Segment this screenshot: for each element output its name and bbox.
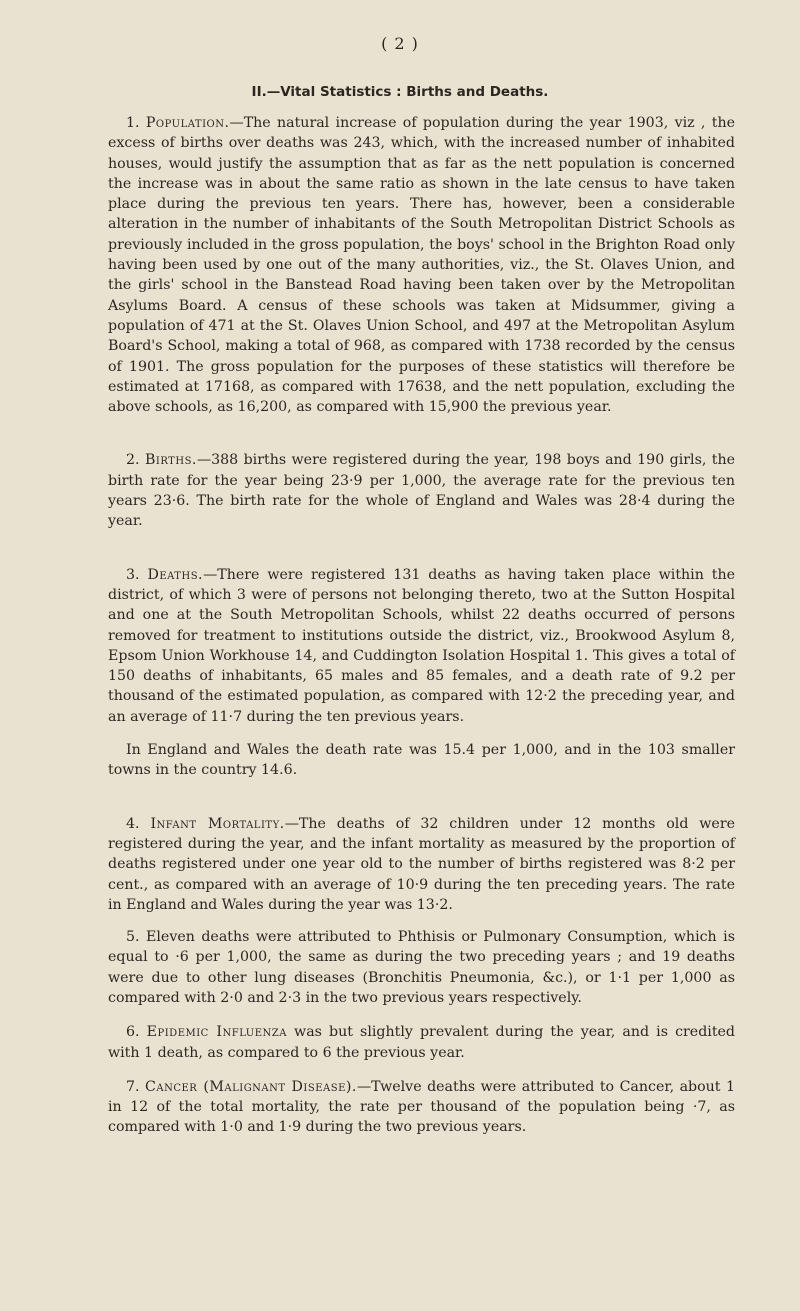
paragraph-text: —388 births were registered during the year, 198 boys and 190 girls, the birth rate for the year being 23·9 per 1,000, the average rate for the previous ten years 23·6. The birth rate for the whole of England and Wales was 28·4 during the year. [108,452,735,530]
paragraph-deaths [108,565,735,727]
document-body [108,113,735,1138]
paragraph-heading: Deaths. [147,566,204,583]
paragraph-text: —Twelve deaths were attributed to Cancer, about 1 in 12 of the total mortality, the rate per thousand of the population being ·7, as compared with 1·0 and 1·9 during the two previous years. [108,1078,735,1136]
paragraph-england-wales-death-rate [108,740,735,781]
paragraph-heading: Cancer (Malignant Disease). [145,1078,357,1095]
paragraph-number: 6. [126,1024,140,1041]
paragraph-number: 2. [126,452,140,469]
paragraph-text: was but slightly prevalent during the year, and is credited with 1 death, as compared to 6 the previous year. [108,1024,735,1061]
page-number: ( 2 ) [381,34,419,53]
paragraph-number: 4. [126,815,140,832]
paragraph-number: 3. [126,566,140,583]
paragraph-births [108,450,735,531]
paragraph-population [108,113,735,417]
paragraph-text: —There were registered 131 deaths as having taken place within the district, of which 3 were of persons not belonging thereto, two at the Sutton Hospital and one at the South Metropolitan Schools, whilst 22 deaths occurred of persons removed for treatment to institutions outside the district, viz., Brookwood Asylum 8, Epsom Union Workhouse 14, and Cuddington Isolation Hospital 1. This gives a total of 150 deaths of inhabitants, 65 males and 85 females, and a death rate of 9.2 per thousand of the estimated population, as compared with 12·2 the preceding year, and an average of 11·7 during the ten previous years. [108,566,735,725]
paragraph-heading: Epidemic Influenza [146,1024,287,1041]
paragraph-number: 5. [126,929,140,946]
paragraph-cancer [108,1077,735,1138]
section-heading: II.—Vital Statistics : Births and Deaths. [251,84,549,100]
paragraph-phthisis [108,927,735,1008]
paragraph-text: In England and Wales the death rate was 15.4 per 1,000, and in the 103 smaller towns in the country 14.6. [108,742,735,779]
paragraph-heading: Births. [144,452,197,469]
paragraph-text: —The natural increase of population during the year 1903, viz , the excess of births over deaths was 243, which, with the increased number of inhabited houses, would justify the assumption that as far as the nett population is concerned the increase was in about the same ratio as shown in the late census to have taken place during the previous ten years. There has, however, been a considerable alteration in the number of inhabitants of the South Metropolitan District Schools as previously included in the gross population, the boys' school in the Brighton Road only having been used by one out of the many authorities, viz., the St. Olaves Union, and the girls' school in the Banstead Road having been taken over by the Metropolitan Asylums Board. A census of these schools was taken at Midsummer, giving a population of 471 at the St. Olaves Union School, and 497 at the Metropolitan Asylum Board's School, making a total of 968, as compared with 1738 recorded by the census of 1901. The gross population for the purposes of these statistics will therefore be estimated at 17168, as compared with 17638, and the nett population, excluding the above schools, as 16,200, as compared with 15,900 the previous year. [108,115,735,416]
paragraph-number: 1. [126,115,140,131]
paragraph-influenza [108,1022,735,1063]
paragraph-text: —The deaths of 32 children under 12 months old were registered during the year, and the infant mortality as measured by the proportion of deaths registered under one year old to the number of births registered was 8·2 per cent., as compared with an average of 10·9 during the ten preceding years. The rate in England and Wales during the year was 13·2. [108,815,735,913]
paragraph-number: 7. [126,1078,140,1095]
paragraph-heading: Infant Mortality. [150,815,285,832]
paragraph-infant-mortality [108,814,735,915]
paragraph-heading: Population. [145,115,230,131]
paragraph-text: Eleven deaths were attributed to Phthisis or Pulmonary Consumption, which is equal to ·6 per 1,000, the same as during the two preceding years ; and 19 deaths were due to other lung diseases (Bronchitis Pneumonia, &c.), or 1·1 per 1,000 as compared with 2·0 and 2·3 in the two previous years respectively. [108,929,735,1006]
